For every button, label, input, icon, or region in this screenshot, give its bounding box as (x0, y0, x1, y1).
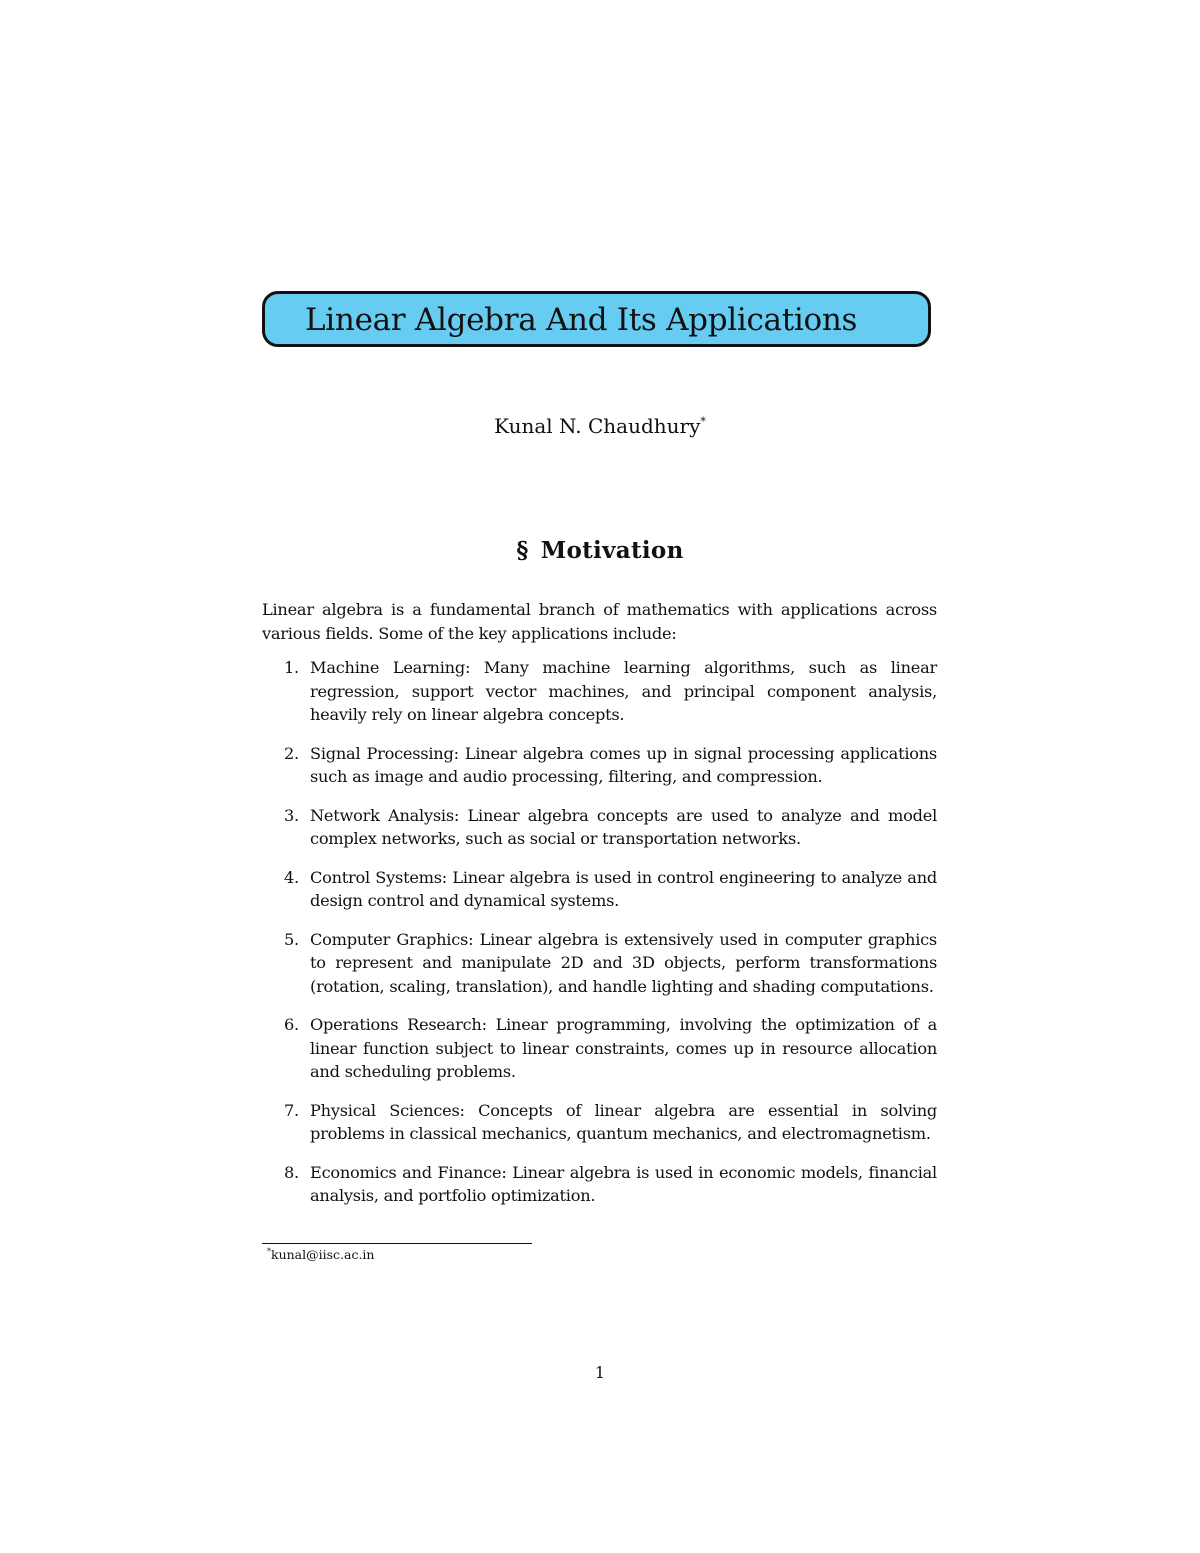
list-item-text: Machine Learning: Many machine learning algorithms, such as linear regression, support vector machines, and principal component analysis, heavily rely on linear algebra concepts. (310, 658, 937, 724)
list-item-text: Operations Research: Linear programming, involving the optimization of a linear function subject to linear constraints, comes up in resource allocation and scheduling problems. (310, 1015, 937, 1081)
list-item-text: Network Analysis: Linear algebra concepts are used to analyze and model complex networks, such as social or transportation networks. (310, 805, 937, 848)
title-box (262, 291, 931, 347)
intro-paragraph: Linear algebra is a fundamental branch of mathematics with applications across various fields. Some of the key applications include: (262, 600, 937, 643)
list-item (262, 1013, 937, 1084)
list-item (262, 866, 937, 913)
list-item-text: Economics and Finance: Linear algebra is used in economic models, financial analysis, and portfolio optimization. (310, 1162, 937, 1205)
list-item-number: 1. (284, 658, 299, 677)
author-footnote-mark: * (700, 415, 706, 428)
list-item-number: 7. (284, 1100, 299, 1120)
footnote (267, 1246, 375, 1264)
list-item-number: 2. (284, 743, 299, 763)
section-title: Motivation (540, 537, 684, 564)
list-item (262, 928, 937, 999)
author-line (0, 412, 1200, 440)
list-item-number: 8. (284, 1162, 299, 1182)
footnote-mark: * (267, 1247, 271, 1256)
list-item (262, 1161, 937, 1208)
section-heading (0, 534, 1200, 568)
list-item-text: Signal Processing: Linear algebra comes up in signal processing applications such as image and audio processing, filtering, and compression. (310, 743, 937, 786)
section-symbol: § (516, 537, 529, 564)
list-item (262, 742, 937, 789)
list-item-text: Control Systems: Linear algebra is used in control engineering to analyze and design control and dynamical systems. (310, 867, 937, 910)
list-item-text: Computer Graphics: Linear algebra is extensively used in computer graphics to represent and manipulate 2D and 3D objects, perform transformations (rotation, scaling, translation), and handle lighting and shading computations. (310, 929, 937, 996)
list-item-number: 3. (284, 805, 299, 825)
list-item-number: 4. (284, 867, 299, 887)
list-item-number: 6. (284, 1015, 299, 1034)
list-item (262, 804, 937, 851)
footnote-email-link[interactable]: kunal@iisc.ac.in (271, 1247, 375, 1262)
author-name: Kunal N. Chaudhury (494, 414, 701, 438)
list-item (262, 656, 937, 727)
applications-list (262, 656, 937, 1223)
list-item-number: 5. (284, 929, 299, 949)
document-title: Linear Algebra And Its Applications (305, 302, 858, 338)
footnote-rule (262, 1243, 532, 1244)
list-item (262, 1099, 937, 1146)
list-item-text: Physical Sciences: Concepts of linear algebra are essential in solving problems in classical mechanics, quantum mechanics, and electromagnetism. (310, 1100, 937, 1143)
page-number: 1 (594, 1363, 606, 1382)
